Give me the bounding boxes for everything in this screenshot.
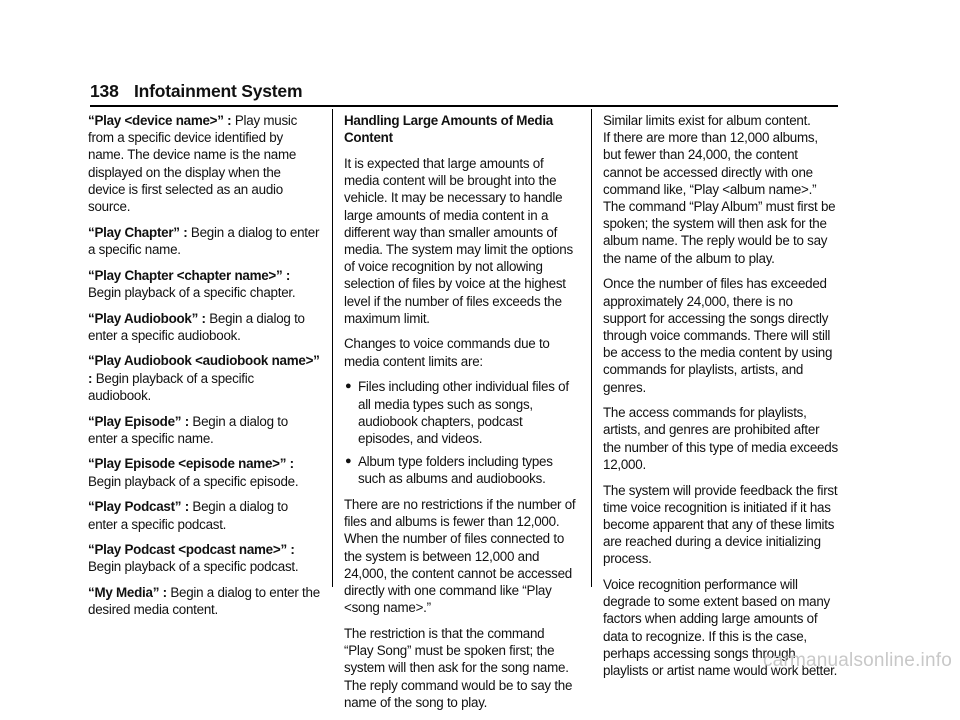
list-item — [344, 453, 576, 487]
page-header — [90, 78, 838, 104]
list-item — [344, 378, 576, 447]
paragraph: Similar limits exist for album content. — [603, 113, 811, 128]
command-term: “Play Audiobook” : — [88, 310, 206, 326]
paragraph: The system will provide feedback the first time voice recognition is initiated if it has become apparent that any of these limits are reached during a device initializing process. — [603, 482, 838, 567]
command-term: “Play <device name>” : — [88, 113, 232, 128]
command-description: Play music from a specific device identified by name. The device name is the name displayed on the display when the device is first selected as an audio source. — [88, 113, 298, 215]
paragraph: There are no restrictions if the number of files and albums is fewer than 12,000. When the number of files connected to the system is between 12,000 and 24,000, the content cannot be accessed directly with one command like “Play <song name>.” — [344, 497, 576, 616]
paragraph: It is expected that large amounts of media content will be brought into the vehicle. It may be necessary to handle large amounts of media content in a different way than smaller amounts of media. The system may limit the options of voice recognition by not allowing selection of files by voice at the highest level if the number of files exceeds the maximum limit. — [344, 155, 573, 326]
bullet-list — [344, 378, 576, 487]
command-description: Begin a dialog to enter the desired media content. — [88, 585, 320, 618]
command-description: Begin playback of a specific chapter. — [88, 284, 296, 300]
command-term: “Play Chapter” : — [88, 224, 188, 240]
command-term: “Play Episode <episode name>” : — [88, 456, 294, 472]
command-entry — [88, 352, 320, 404]
command-description: Begin playback of a specific audiobook. — [88, 370, 254, 403]
command-description: Begin a dialog to enter a specific name. — [88, 224, 320, 257]
command-entry — [88, 455, 320, 489]
command-term: “My Media” : — [88, 585, 167, 601]
command-term: “Play Episode” : — [88, 413, 189, 429]
command-description: Begin a dialog to enter a specific podcast. — [88, 499, 288, 532]
command-term: “Play Chapter <chapter name>” : — [88, 267, 291, 283]
command-entry — [88, 267, 320, 301]
paragraph: Voice recognition performance will degrade to some extent based on many factors when adding large amounts of data to recognize. If this is the case, perhaps accessing songs through playlists or artist name would work better. — [603, 577, 838, 679]
command-description: Begin a dialog to enter a specific name. — [88, 413, 288, 446]
list-item-text: Files including other individual files of all media types such as songs, audiobook chapters, podcast episodes, and videos. — [358, 379, 569, 446]
watermark: carmanualsonline.info — [762, 650, 952, 671]
column-divider — [332, 109, 333, 587]
command-term: “Play Podcast” : — [88, 499, 189, 515]
paragraph: If there are more than 12,000 albums, but fewer than 24,000, the content cannot be accessed directly with one command like, “Play <album name>.” The command “Play Album” must first be spoken; the system will then ask for the album name. The reply would be to say the name of the album to play. — [603, 130, 836, 266]
paragraph: Changes to voice commands due to media content limits are: — [344, 336, 550, 369]
command-description: Begin playback of a specific episode. — [88, 473, 299, 489]
paragraph: The restriction is that the command “Play Song” must be spoken first; the system will then ask for the song name. The reply command would be to say the name of the song to play. — [344, 625, 573, 710]
header-rule — [90, 105, 838, 107]
command-entry — [88, 310, 320, 344]
page-title: Infotainment System — [134, 81, 303, 101]
bullet-icon: ● — [345, 380, 352, 393]
left-column — [88, 112, 320, 627]
list-item-text: Album type folders including types such as albums and audiobooks. — [358, 454, 553, 487]
command-entry — [88, 498, 320, 532]
command-description: Begin playback of a specific podcast. — [88, 559, 299, 575]
command-description: Begin a dialog to enter a specific audiobook. — [88, 310, 305, 343]
command-term: “Play Podcast <podcast name>” : — [88, 542, 295, 558]
command-entry — [88, 584, 320, 618]
column-divider — [591, 109, 592, 587]
right-column — [603, 112, 839, 688]
middle-column — [344, 112, 576, 720]
page-number: 138 — [90, 81, 119, 101]
paragraph: Once the number of files has exceeded approximately 24,000, there is no support for accessing the songs directly through voice commands. There will still be access to the media content by using commands for playlists, artists, and genres. — [603, 276, 833, 395]
bullet-icon: ● — [345, 455, 352, 468]
command-entry — [88, 112, 320, 215]
command-term: “Play Audiobook <audiobook name>” : — [88, 353, 320, 386]
command-entry — [88, 541, 320, 575]
paragraph: The access commands for playlists, artists, and genres are prohibited after the number of this type of media exceeds 12,000. — [603, 405, 838, 472]
section-heading: Handling Large Amounts of Media Content — [344, 113, 553, 146]
command-entry — [88, 413, 320, 447]
command-entry — [88, 224, 320, 258]
